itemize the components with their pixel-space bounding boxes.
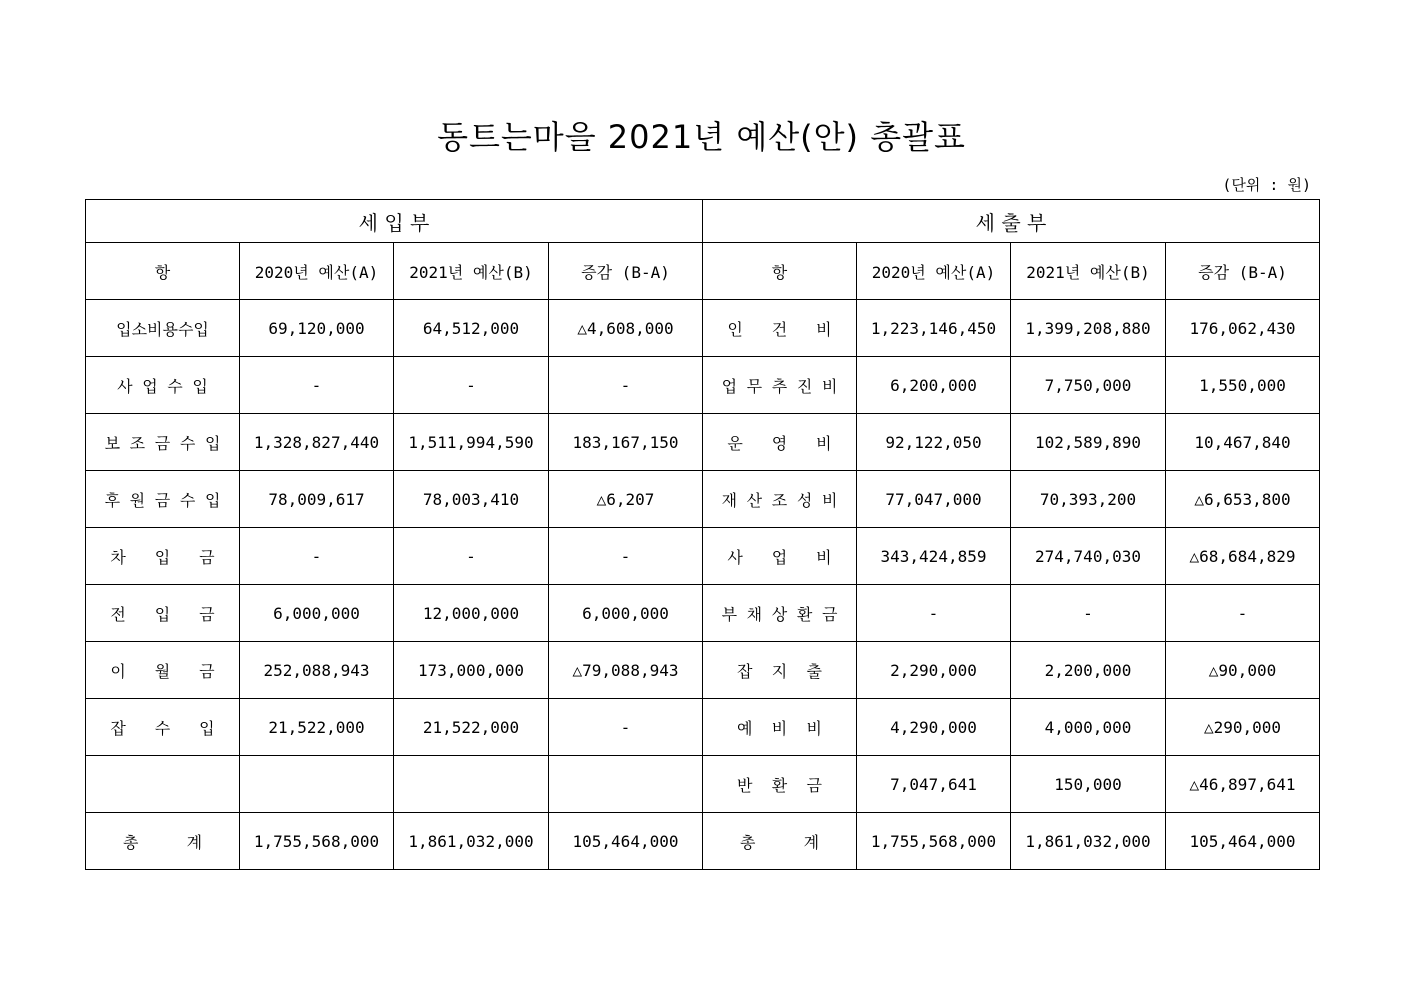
cell-revenue-item: 잡 수 입 — [86, 699, 240, 756]
cell-expense-change: △90,000 — [1166, 642, 1320, 699]
table-row — [86, 585, 1320, 642]
cell-expense-2020: 1,223,146,450 — [857, 300, 1011, 357]
cell-revenue-change: - — [549, 528, 703, 585]
cell-revenue-2021: 1,861,032,000 — [394, 813, 549, 870]
cell-revenue-change: △6,207 — [549, 471, 703, 528]
cell-expense-item: 예 비 비 — [703, 699, 857, 756]
cell-revenue-item: 총 계 — [86, 813, 240, 870]
cell-expense-2020: - — [857, 585, 1011, 642]
header-expense-item: 항 — [703, 243, 857, 300]
header-revenue-2021: 2021년 예산(B) — [394, 243, 549, 300]
cell-expense-2021: 7,750,000 — [1011, 357, 1166, 414]
cell-revenue-change: 183,167,150 — [549, 414, 703, 471]
table-row — [86, 528, 1320, 585]
cell-revenue-change: - — [549, 357, 703, 414]
page-title: 동트는마을 2021년 예산(안) 총괄표 — [437, 118, 966, 156]
cell-revenue-2021: - — [394, 357, 549, 414]
cell-revenue-item: 사 업 수 입 — [86, 357, 240, 414]
cell-expense-2020: 343,424,859 — [857, 528, 1011, 585]
cell-revenue-change: △79,088,943 — [549, 642, 703, 699]
cell-revenue-2020: - — [240, 357, 394, 414]
cell-expense-2021: 4,000,000 — [1011, 699, 1166, 756]
cell-expense-2021: 1,399,208,880 — [1011, 300, 1166, 357]
cell-expense-item: 부 채 상 환 금 — [703, 585, 857, 642]
cell-expense-change: 10,467,840 — [1166, 414, 1320, 471]
cell-expense-change: - — [1166, 585, 1320, 642]
table-row — [86, 357, 1320, 414]
cell-expense-item: 총 계 — [703, 813, 857, 870]
cell-expense-2021: 102,589,890 — [1011, 414, 1166, 471]
cell-revenue-item: 이 월 금 — [86, 642, 240, 699]
cell-expense-item: 사 업 비 — [703, 528, 857, 585]
header-revenue-change: 증감 (B-A) — [549, 243, 703, 300]
cell-revenue-item: 전 입 금 — [86, 585, 240, 642]
header-revenue-2020: 2020년 예산(A) — [240, 243, 394, 300]
table-row — [86, 471, 1320, 528]
cell-revenue-item: 차 입 금 — [86, 528, 240, 585]
cell-revenue-2021: 1,511,994,590 — [394, 414, 549, 471]
table-row — [86, 414, 1320, 471]
cell-revenue-change: 6,000,000 — [549, 585, 703, 642]
cell-revenue-2020: 6,000,000 — [240, 585, 394, 642]
header-expense-2020: 2020년 예산(A) — [857, 243, 1011, 300]
section-header-row — [86, 200, 1320, 243]
cell-revenue-2021: 12,000,000 — [394, 585, 549, 642]
cell-expense-2021: 2,200,000 — [1011, 642, 1166, 699]
cell-revenue-change: △4,608,000 — [549, 300, 703, 357]
cell-expense-2020: 1,755,568,000 — [857, 813, 1011, 870]
cell-expense-2020: 2,290,000 — [857, 642, 1011, 699]
cell-expense-change: 105,464,000 — [1166, 813, 1320, 870]
table-row — [86, 300, 1320, 357]
header-revenue-item: 항 — [86, 243, 240, 300]
revenue-section-header: 세 입 부 — [86, 200, 703, 243]
cell-expense-2021: 1,861,032,000 — [1011, 813, 1166, 870]
cell-revenue-change: 105,464,000 — [549, 813, 703, 870]
header-expense-change: 증감 (B-A) — [1166, 243, 1320, 300]
cell-revenue-2020: 1,755,568,000 — [240, 813, 394, 870]
cell-revenue-2020: - — [240, 528, 394, 585]
cell-expense-item: 업 무 추 진 비 — [703, 357, 857, 414]
table-row — [86, 813, 1320, 870]
cell-expense-2021: 70,393,200 — [1011, 471, 1166, 528]
cell-revenue-2021: 21,522,000 — [394, 699, 549, 756]
expense-section-header: 세 출 부 — [703, 200, 1320, 243]
table-row — [86, 756, 1320, 813]
cell-expense-2020: 77,047,000 — [857, 471, 1011, 528]
cell-expense-2021: - — [1011, 585, 1166, 642]
cell-expense-item: 운 영 비 — [703, 414, 857, 471]
cell-expense-2020: 6,200,000 — [857, 357, 1011, 414]
cell-revenue-2020: 69,120,000 — [240, 300, 394, 357]
cell-expense-item: 인 건 비 — [703, 300, 857, 357]
cell-revenue-item — [86, 756, 240, 813]
table-row — [86, 699, 1320, 756]
cell-revenue-item: 입소비용수입 — [86, 300, 240, 357]
column-header-row — [86, 243, 1320, 300]
budget-summary-table — [85, 199, 1320, 870]
cell-expense-item: 반 환 금 — [703, 756, 857, 813]
cell-expense-change: △6,653,800 — [1166, 471, 1320, 528]
cell-revenue-2020: 78,009,617 — [240, 471, 394, 528]
table-row — [86, 642, 1320, 699]
header-expense-2021: 2021년 예산(B) — [1011, 243, 1166, 300]
cell-revenue-change: - — [549, 699, 703, 756]
cell-revenue-2020: 1,328,827,440 — [240, 414, 394, 471]
cell-revenue-item: 후 원 금 수 입 — [86, 471, 240, 528]
cell-expense-2020: 92,122,050 — [857, 414, 1011, 471]
cell-revenue-2020 — [240, 756, 394, 813]
cell-expense-change: 1,550,000 — [1166, 357, 1320, 414]
cell-revenue-2021: 173,000,000 — [394, 642, 549, 699]
cell-expense-change: △68,684,829 — [1166, 528, 1320, 585]
unit-note: (단위 : 원) — [1222, 176, 1311, 194]
cell-revenue-2021: 78,003,410 — [394, 471, 549, 528]
cell-revenue-2021 — [394, 756, 549, 813]
cell-expense-2020: 7,047,641 — [857, 756, 1011, 813]
cell-revenue-2021: 64,512,000 — [394, 300, 549, 357]
cell-expense-2020: 4,290,000 — [857, 699, 1011, 756]
cell-expense-2021: 150,000 — [1011, 756, 1166, 813]
cell-revenue-item: 보 조 금 수 입 — [86, 414, 240, 471]
cell-expense-item: 잡 지 출 — [703, 642, 857, 699]
cell-expense-change: 176,062,430 — [1166, 300, 1320, 357]
cell-expense-2021: 274,740,030 — [1011, 528, 1166, 585]
cell-expense-change: △46,897,641 — [1166, 756, 1320, 813]
cell-revenue-2021: - — [394, 528, 549, 585]
cell-revenue-2020: 21,522,000 — [240, 699, 394, 756]
cell-revenue-2020: 252,088,943 — [240, 642, 394, 699]
cell-expense-item: 재 산 조 성 비 — [703, 471, 857, 528]
cell-revenue-change — [549, 756, 703, 813]
cell-expense-change: △290,000 — [1166, 699, 1320, 756]
